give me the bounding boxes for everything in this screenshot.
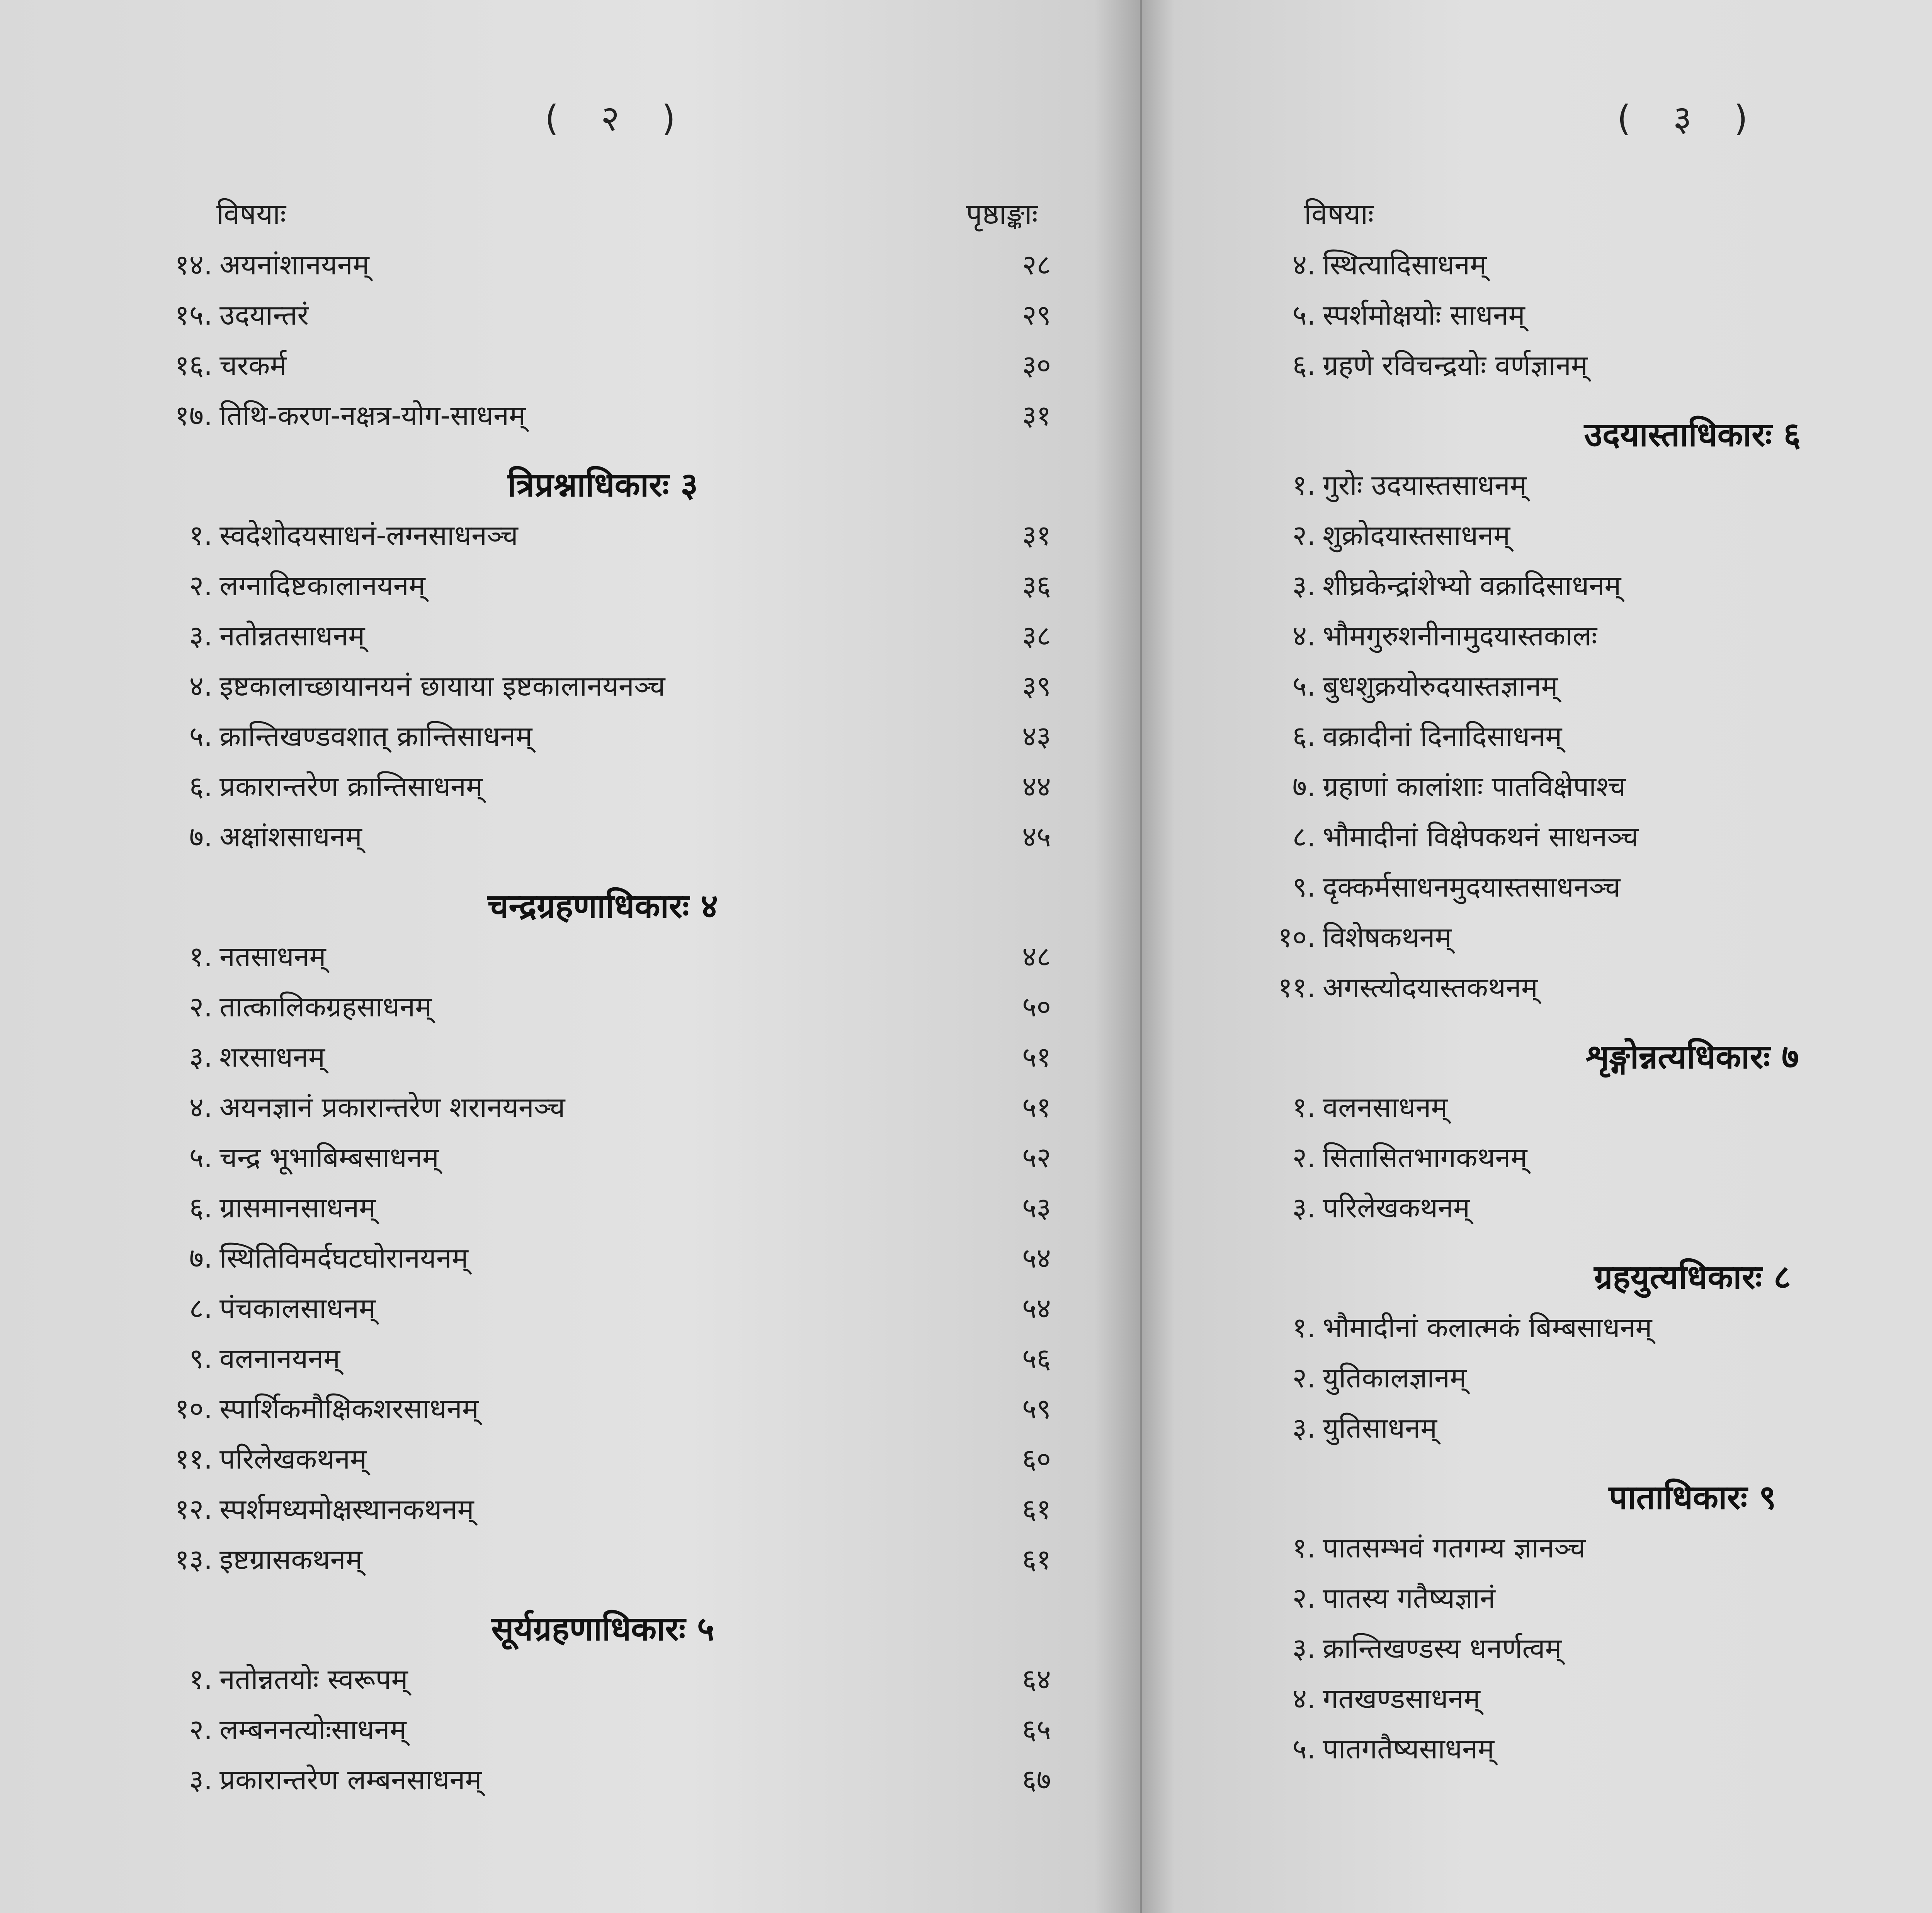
right-page — [1142, 0, 1932, 1913]
entry-title: सितासितभागकथनम् — [1323, 1141, 1527, 1174]
entry-number: २. — [1292, 519, 1316, 551]
entry-number: १. — [189, 940, 213, 973]
entry-page-number: २८ — [1022, 248, 1051, 281]
section-heading: ग्रहयुत्यधिकारः ८ — [1594, 1258, 1791, 1297]
entry-page-number: ५६ — [1022, 1342, 1051, 1375]
toc-entry — [155, 1534, 1051, 1585]
entry-number: ३. — [1292, 1191, 1316, 1224]
entry-number: १६. — [175, 349, 213, 381]
entry-title: दृक्कर्मसाधनमुदयास्तसाधनञ्च — [1323, 871, 1621, 903]
entry-title: पातसम्भवं गतगम्य ज्ञानञ्च — [1323, 1532, 1586, 1564]
entry-number: १. — [1292, 1311, 1316, 1344]
entry-title: पंचकालसाधनम् — [219, 1292, 376, 1324]
toc-entry — [155, 1183, 1051, 1233]
entry-page-number: ६१ — [1022, 1543, 1051, 1576]
entry-page-number: ६० — [1022, 1443, 1051, 1475]
entry-title: परिलेखकथनम् — [219, 1443, 367, 1475]
toc-entry — [1258, 1523, 1932, 1573]
entry-title: अगस्त्योदयास्तकथनम् — [1323, 971, 1538, 1004]
toc-entry — [155, 1283, 1051, 1333]
entry-title: चन्द्र भूभाबिम्बसाधनम् — [219, 1141, 439, 1174]
toc-entry — [155, 1132, 1051, 1183]
entry-page-number: ४८ — [1022, 940, 1051, 973]
entry-number: २. — [189, 991, 213, 1023]
entry-title: स्पर्शमोक्षयोः साधनम् — [1323, 299, 1525, 331]
entry-number: ८. — [1292, 820, 1316, 853]
entry-number: ४. — [189, 670, 213, 702]
table-of-contents — [1258, 240, 1932, 1774]
entry-number: ७. — [189, 1242, 213, 1274]
section-heading: उदयास्ताधिकारः ६ — [1584, 415, 1801, 454]
entry-title: वलनसाधनम् — [1323, 1091, 1448, 1123]
toc-entry — [1258, 862, 1932, 912]
page-number: ( २ ) — [545, 98, 691, 139]
entry-title: भौमादीनां कलात्मकं बिम्बसाधनम् — [1323, 1311, 1652, 1344]
toc-entry — [1258, 761, 1932, 812]
entry-title: भौमादीनां विक्षेपकथनं साधनञ्च — [1323, 820, 1639, 853]
entry-title: नतोन्नतयोः स्वरूपम् — [219, 1663, 408, 1695]
entry-title: प्रकारान्तरेण क्रान्तिसाधनम् — [219, 770, 483, 803]
toc-entry — [1258, 290, 1932, 340]
toc-entry — [155, 1333, 1051, 1384]
entry-title: शीघ्रकेन्द्रांशेभ्यो वक्रादिसाधनम् — [1323, 569, 1621, 602]
toc-entry — [155, 290, 1051, 340]
entry-title: अयनांशानयनम् — [219, 248, 369, 281]
toc-entry — [1258, 1183, 1932, 1233]
toc-entry — [1258, 1673, 1932, 1724]
section-heading: शृङ्गोन्नत्यधिकारः ७ — [1586, 1038, 1799, 1076]
entry-page-number: ५९ — [1022, 1392, 1051, 1425]
entry-page-number: ५० — [1022, 991, 1051, 1023]
entry-number: ६. — [1292, 349, 1316, 381]
section-heading: सूर्यग्रहणाधिकारः ५ — [491, 1610, 714, 1648]
toc-entry — [1258, 812, 1932, 862]
entry-number: ८. — [189, 1292, 213, 1324]
entry-title: अयनज्ञानं प्रकारान्तरेण शरानयनञ्च — [219, 1091, 565, 1123]
entry-number: १. — [1292, 1532, 1316, 1564]
entry-number: ३. — [1292, 1632, 1316, 1665]
entry-title: इष्टग्रासकथनम् — [219, 1543, 362, 1576]
entry-number: १२. — [175, 1493, 213, 1525]
entry-page-number: ६१ — [1022, 1493, 1051, 1525]
toc-entry — [155, 1654, 1051, 1704]
toc-entry — [155, 340, 1051, 390]
entry-number: ४. — [1292, 248, 1316, 281]
entry-number: ५. — [1292, 670, 1316, 702]
entry-title: स्पार्शिकमौक्षिकशरसाधनम् — [219, 1392, 479, 1425]
entry-number: ५. — [1292, 299, 1316, 331]
entry-page-number: ४४ — [1022, 770, 1051, 803]
entry-number: ५. — [1292, 1733, 1316, 1765]
table-of-contents — [155, 240, 1051, 1805]
entry-number: ३. — [189, 1041, 213, 1073]
entry-title: लम्बननत्योःसाधनम् — [219, 1713, 406, 1746]
entry-page-number: ५३ — [1022, 1191, 1051, 1224]
toc-entry — [1258, 510, 1932, 560]
section-heading: पाताधिकारः ९ — [1609, 1478, 1776, 1517]
toc-entry — [1258, 1353, 1932, 1403]
entry-page-number: ६७ — [1022, 1763, 1051, 1796]
entry-title: चरकर्म — [219, 349, 287, 381]
entry-number: ३. — [1292, 569, 1316, 602]
toc-entry — [1258, 1724, 1932, 1774]
entry-title: वलनानयनम् — [219, 1342, 340, 1375]
toc-entry — [1258, 1623, 1932, 1673]
toc-entry — [1258, 1573, 1932, 1623]
entry-number: १. — [1292, 1091, 1316, 1123]
entry-page-number: २९ — [1022, 299, 1051, 331]
entry-page-number: ३१ — [1022, 519, 1051, 551]
entry-number: ९. — [189, 1342, 213, 1375]
entry-number: ४. — [1292, 620, 1316, 652]
section-heading: चन्द्रग्रहणाधिकारः ४ — [487, 887, 718, 926]
entry-page-number: ५४ — [1022, 1292, 1051, 1324]
entry-title: इष्टकालाच्छायानयनं छायाया इष्टकालानयनञ्च — [219, 670, 665, 702]
toc-entry — [155, 1082, 1051, 1132]
column-heading-subject: विषयाः — [216, 197, 286, 231]
entry-page-number: ५२ — [1022, 1141, 1051, 1174]
toc-entry — [1258, 1302, 1932, 1353]
toc-entry — [155, 240, 1051, 290]
toc-entry — [155, 1434, 1051, 1484]
entry-number: ६. — [189, 770, 213, 803]
entry-number: ४. — [1292, 1682, 1316, 1715]
entry-title: तात्कालिकग्रहसाधनम् — [219, 991, 432, 1023]
entry-page-number: ४३ — [1022, 720, 1051, 752]
entry-title: ग्रहणे रविचन्द्रयोः वर्णज्ञानम् — [1323, 349, 1588, 381]
entry-title: तिथि-करण-नक्षत्र-योग-साधनम् — [219, 399, 526, 432]
entry-title: क्रान्तिखण्डस्य धनर्णत्वम् — [1323, 1632, 1562, 1665]
entry-title: लग्नादिष्टकालानयनम् — [219, 569, 425, 602]
entry-number: १५. — [175, 299, 213, 331]
entry-number: ७. — [1292, 770, 1316, 803]
entry-title: गुरोः उदयास्तसाधनम् — [1323, 469, 1527, 501]
toc-entry — [155, 931, 1051, 982]
entry-number: २. — [1292, 1582, 1316, 1614]
entry-number: १. — [1292, 469, 1316, 501]
entry-title: भौमगुरुशनीनामुदयास्तकालः — [1323, 620, 1597, 652]
entry-number: ७. — [189, 820, 213, 853]
entry-number: २. — [189, 569, 213, 602]
entry-title: ग्रहाणां कालांशाः पातविक्षेपाश्च — [1323, 770, 1626, 803]
toc-entry — [155, 761, 1051, 812]
entry-title: गतखण्डसाधनम् — [1323, 1682, 1480, 1715]
entry-page-number: ३१ — [1022, 399, 1051, 432]
entry-title: वक्रादीनां दिनादिसाधनम् — [1323, 720, 1562, 752]
entry-number: ६. — [1292, 720, 1316, 752]
entry-number: १३. — [175, 1543, 213, 1576]
toc-entry — [1258, 1082, 1932, 1132]
entry-title: प्रकारान्तरेण लम्बनसाधनम् — [219, 1763, 482, 1796]
toc-entry — [1258, 460, 1932, 510]
entry-title: पातस्य गतैष्यज्ञानं — [1323, 1582, 1495, 1614]
entry-number: ५. — [189, 1141, 213, 1174]
toc-entry — [1258, 711, 1932, 761]
toc-entry — [155, 982, 1051, 1032]
entry-title: युतिकालज्ञानम् — [1323, 1362, 1467, 1394]
section-heading: त्रिप्रश्नाधिकारः ३ — [507, 466, 698, 504]
entry-title: उदयान्तरं — [219, 299, 309, 331]
toc-entry — [155, 1384, 1051, 1434]
entry-title: स्थितिविमर्दघटघोरानयनम् — [219, 1242, 468, 1274]
entry-title: स्पर्शमध्यमोक्षस्थानकथनम् — [219, 1493, 474, 1525]
toc-entry — [155, 510, 1051, 560]
column-heading-subject: विषयाः — [1304, 197, 1374, 231]
entry-number: ३. — [189, 1763, 213, 1796]
entry-title: शुक्रोदयास्तसाधनम् — [1323, 519, 1510, 551]
entry-number: २. — [1292, 1362, 1316, 1394]
entry-number: २. — [1292, 1141, 1316, 1174]
entry-page-number: ४५ — [1022, 820, 1051, 853]
toc-entry — [1258, 611, 1932, 661]
entry-number: २. — [189, 1713, 213, 1746]
toc-entry — [155, 661, 1051, 711]
entry-title: अक्षांशसाधनम् — [219, 820, 362, 853]
entry-title: बुधशुक्रयोरुदयास्तज्ञानम् — [1323, 670, 1558, 702]
entry-page-number: ३९ — [1022, 670, 1051, 702]
entry-page-number: ३८ — [1022, 620, 1051, 652]
entry-number: १. — [189, 519, 213, 551]
entry-number: ३. — [1292, 1412, 1316, 1444]
toc-entry — [1258, 1403, 1932, 1453]
entry-title: स्वदेशोदयसाधनं-लग्नसाधनञ्च — [219, 519, 518, 551]
entry-title: नतोन्नतसाधनम् — [219, 620, 365, 652]
entry-number: ३. — [189, 620, 213, 652]
toc-entry — [1258, 240, 1932, 290]
entry-title: शरसाधनम् — [219, 1041, 325, 1073]
column-heading-page: पृष्ठाङ्काः — [966, 197, 1038, 231]
entry-number: १०. — [1278, 921, 1316, 953]
entry-number: १४. — [175, 248, 213, 281]
toc-entry — [155, 1484, 1051, 1534]
toc-entry — [155, 560, 1051, 611]
toc-entry — [1258, 661, 1932, 711]
entry-number: १७. — [175, 399, 213, 432]
entry-page-number: ६४ — [1022, 1663, 1051, 1695]
entry-page-number: ५१ — [1022, 1091, 1051, 1123]
toc-entry — [1258, 340, 1932, 390]
entry-number: १०. — [175, 1392, 213, 1425]
toc-entry — [155, 711, 1051, 761]
toc-entry — [155, 390, 1051, 441]
toc-entry — [155, 1755, 1051, 1805]
entry-page-number: ५१ — [1022, 1041, 1051, 1073]
toc-entry — [1258, 962, 1932, 1013]
page-number: ( ३ ) — [1617, 98, 1764, 139]
toc-entry — [155, 812, 1051, 862]
toc-entry — [1258, 560, 1932, 611]
entry-page-number: ३६ — [1022, 569, 1051, 602]
toc-entry — [1258, 912, 1932, 962]
toc-entry — [155, 611, 1051, 661]
entry-title: क्रान्तिखण्डवशात् क्रान्तिसाधनम् — [219, 720, 532, 752]
entry-page-number: ६५ — [1022, 1713, 1051, 1746]
entry-number: ६. — [189, 1191, 213, 1224]
entry-page-number: ३० — [1022, 349, 1051, 381]
entry-title: युतिसाधनम् — [1323, 1412, 1437, 1444]
entry-title: परिलेखकथनम् — [1323, 1191, 1470, 1224]
toc-entry — [155, 1032, 1051, 1082]
toc-entry — [155, 1233, 1051, 1283]
entry-number: १. — [189, 1663, 213, 1695]
entry-title: विशेषकथनम् — [1323, 921, 1452, 953]
toc-entry — [1258, 1132, 1932, 1183]
entry-page-number: ५४ — [1022, 1242, 1051, 1274]
toc-entry — [155, 1704, 1051, 1755]
entry-number: ४. — [189, 1091, 213, 1123]
entry-number: ११. — [175, 1443, 213, 1475]
entry-number: ११. — [1278, 971, 1316, 1004]
entry-title: स्थित्यादिसाधनम् — [1323, 248, 1487, 281]
entry-number: ९. — [1292, 871, 1316, 903]
entry-title: पातगतैष्यसाधनम् — [1323, 1733, 1495, 1765]
entry-title: नतसाधनम् — [219, 940, 326, 973]
entry-number: ५. — [189, 720, 213, 752]
entry-title: ग्रासमानसाधनम् — [219, 1191, 376, 1224]
